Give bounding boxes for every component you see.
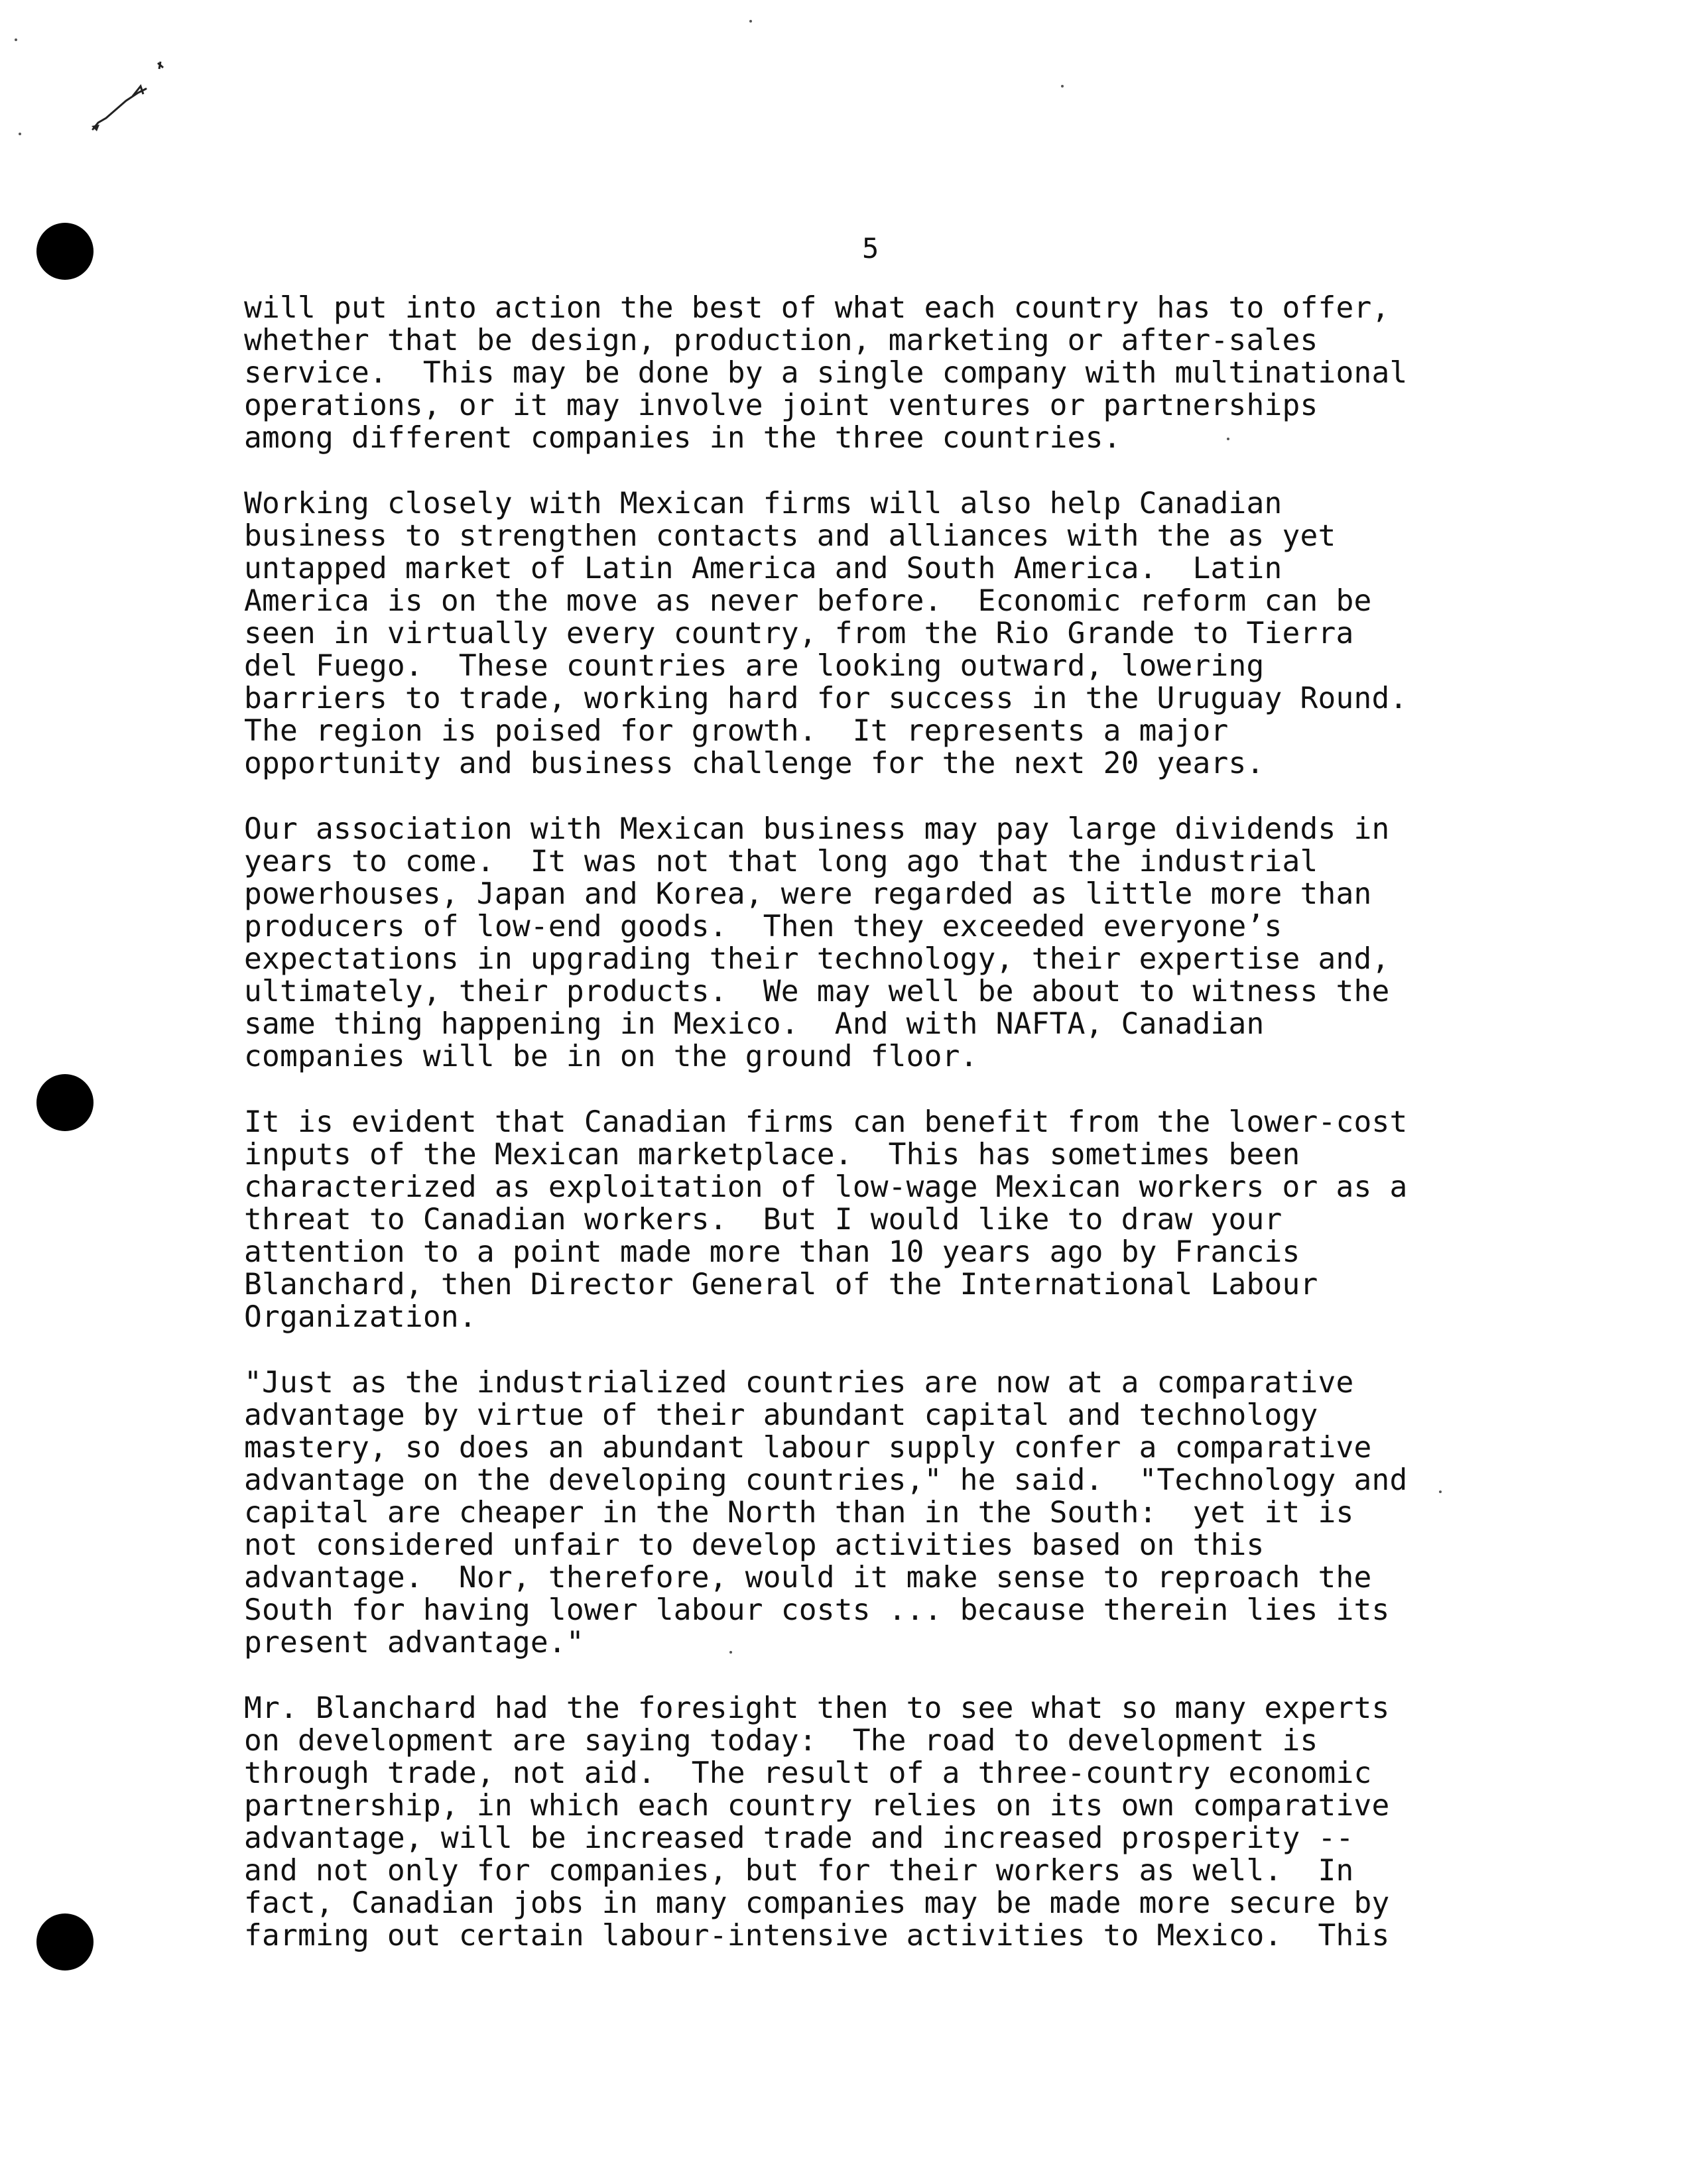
- text-line: whether that be design, production, marketing or after-sales: [244, 324, 1318, 357]
- text-line: through trade, not aid. The result of a three-country economic: [244, 1756, 1372, 1790]
- text-line: same thing happening in Mexico. And with NAFTA, Canadian: [244, 1007, 1265, 1041]
- text-line: present advantage.": [244, 1626, 584, 1660]
- text-line: untapped market of Latin America and South America. Latin: [244, 552, 1282, 585]
- text-line: characterized as exploitation of low-wage Mexican workers or as a: [244, 1170, 1408, 1204]
- text-line: operations, or it may involve joint ventures or partnerships: [244, 389, 1318, 422]
- text-line: advantage on the developing countries," he said. "Technology and: [244, 1463, 1408, 1497]
- text-line: Blanchard, then Director General of the International Labour: [244, 1268, 1318, 1302]
- text-line: Organization.: [244, 1300, 477, 1334]
- text-line: expectations in upgrading their technology, their expertise and,: [244, 942, 1390, 976]
- text-line: advantage. Nor, therefore, would it make sense to reproach the: [244, 1561, 1372, 1595]
- text-line: partnership, in which each country relies on its own comparative: [244, 1789, 1390, 1823]
- text-line: Working closely with Mexican firms will also help Canadian: [244, 487, 1282, 520]
- text-line: will put into action the best of what each country has to offer,: [244, 291, 1390, 325]
- text-line: attention to a point made more than 10 years ago by Francis: [244, 1235, 1300, 1269]
- text-line: years to come. It was not that long ago that the industrial: [244, 845, 1318, 879]
- text-line: del Fuego. These countries are looking outward, lowering: [244, 649, 1265, 683]
- text-line: America is on the move as never before. Economic reform can be: [244, 584, 1372, 618]
- handwritten-mark: [80, 60, 166, 139]
- text-line: ultimately, their products. We may well be about to witness the: [244, 975, 1390, 1008]
- text-line: threat to Canadian workers. But I would like to draw your: [244, 1203, 1282, 1237]
- paragraph: [244, 1366, 1570, 1659]
- text-line: among different companies in the three countries.: [244, 421, 1121, 455]
- text-line: fact, Canadian jobs in many companies may be made more secure by: [244, 1886, 1390, 1920]
- punch-hole: [36, 223, 94, 280]
- text-line: mastery, so does an abundant labour supply confer a comparative: [244, 1431, 1372, 1465]
- page-number: 5: [862, 232, 879, 265]
- text-line: producers of low-end goods. Then they exceeded everyone’s: [244, 910, 1282, 943]
- text-line: not considered unfair to develop activities based on this: [244, 1528, 1265, 1562]
- text-line: seen in virtually every country, from the Rio Grande to Tierra: [244, 617, 1354, 650]
- text-line: "Just as the industrialized countries are now at a comparative: [244, 1366, 1354, 1400]
- text-line: Our association with Mexican business may pay large dividends in: [244, 812, 1390, 846]
- paragraph: [244, 1692, 1570, 1952]
- punch-hole: [36, 1074, 94, 1131]
- text-line: farming out certain labour-intensive activities to Mexico. This: [244, 1919, 1390, 1953]
- text-line: Mr. Blanchard had the foresight then to see what so many experts: [244, 1691, 1390, 1725]
- text-line: South for having lower labour costs ... because therein lies its: [244, 1593, 1390, 1627]
- punch-hole: [36, 1913, 94, 1971]
- text-line: advantage, will be increased trade and increased prosperity --: [244, 1821, 1354, 1855]
- paragraph: [244, 1106, 1570, 1333]
- text-line: on development are saying today: The road to development is: [244, 1724, 1318, 1758]
- paragraph: [244, 813, 1570, 1073]
- body-text: [244, 292, 1570, 1985]
- text-line: It is evident that Canadian firms can benefit from the lower-cost: [244, 1105, 1408, 1139]
- text-line: opportunity and business challenge for the next 20 years.: [244, 747, 1265, 780]
- paragraph: [244, 487, 1570, 780]
- text-line: inputs of the Mexican marketplace. This has sometimes been: [244, 1138, 1300, 1172]
- paragraph: [244, 292, 1570, 454]
- text-line: business to strengthen contacts and alliances with the as yet: [244, 519, 1336, 553]
- text-line: and not only for companies, but for their workers as well. In: [244, 1854, 1354, 1888]
- text-line: capital are cheaper in the North than in the South: yet it is: [244, 1496, 1354, 1530]
- text-line: companies will be in on the ground floor.: [244, 1040, 978, 1073]
- text-line: powerhouses, Japan and Korea, were regarded as little more than: [244, 877, 1372, 911]
- text-line: advantage by virtue of their abundant capital and technology: [244, 1398, 1318, 1432]
- text-line: service. This may be done by a single company with multinational: [244, 356, 1408, 390]
- text-line: barriers to trade, working hard for success in the Uruguay Round.: [244, 682, 1408, 715]
- text-line: The region is poised for growth. It represents a major: [244, 714, 1229, 748]
